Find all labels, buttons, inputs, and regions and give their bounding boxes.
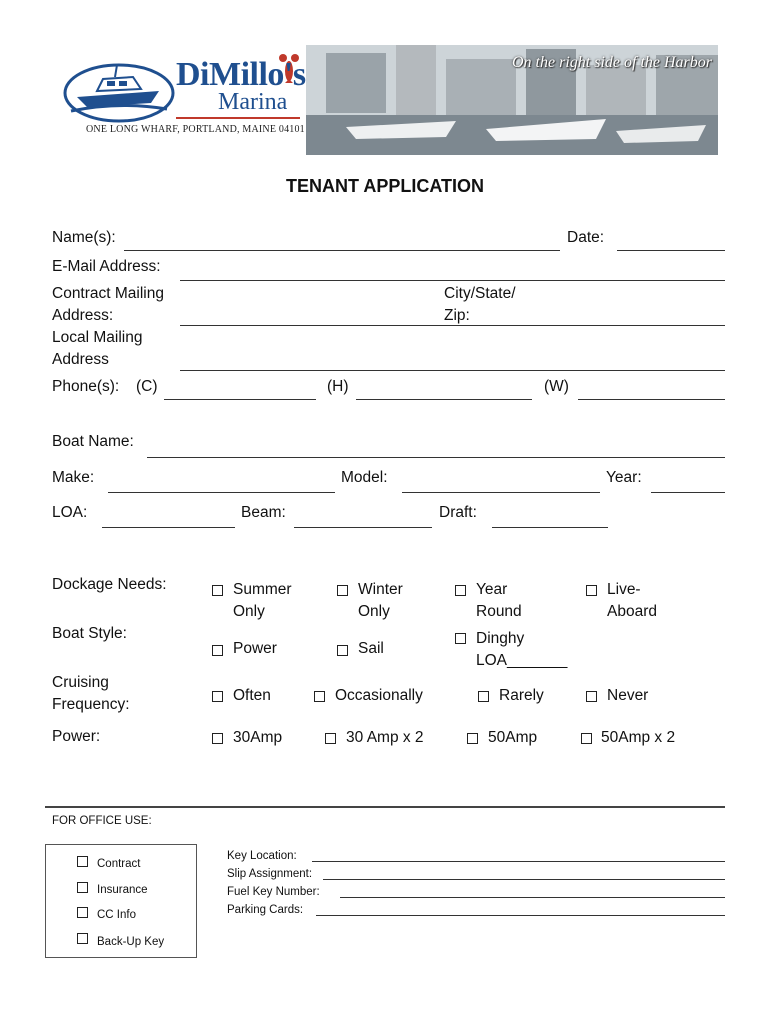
power-service-label: Power:: [52, 728, 101, 745]
page-title: TENANT APPLICATION: [286, 176, 484, 196]
phone-work-label: (W): [544, 378, 569, 395]
cc-info-checkbox[interactable]: [77, 907, 88, 918]
brand-name: DiMillo's: [176, 56, 306, 93]
contract-checkbox[interactable]: [77, 856, 88, 867]
50amp-x2-checkbox[interactable]: [581, 733, 592, 744]
never-label: Never: [607, 687, 649, 704]
insurance-checkbox[interactable]: [77, 882, 88, 893]
winter-only-checkbox[interactable]: [337, 585, 348, 596]
phone-home-field[interactable]: [356, 399, 532, 400]
power-checkbox[interactable]: [212, 645, 223, 656]
fuel-key-field[interactable]: [340, 897, 725, 898]
live-aboard-label-1: Live-: [607, 581, 641, 598]
make-label: Make:: [52, 469, 95, 486]
50amp-checkbox[interactable]: [467, 733, 478, 744]
model-label: Model:: [341, 469, 388, 486]
contract-label: Contract: [97, 858, 141, 870]
loa-label: LOA:: [52, 504, 88, 521]
year-label: Year:: [606, 469, 642, 486]
30amp-x2-checkbox[interactable]: [325, 733, 336, 744]
date-field[interactable]: [617, 250, 725, 251]
cc-info-label: CC Info: [97, 909, 136, 921]
live-aboard-label-2: Aboard: [607, 603, 657, 620]
phone-cell-label: (C): [136, 378, 158, 395]
beam-field[interactable]: [294, 527, 432, 528]
draft-field[interactable]: [492, 527, 608, 528]
city-state-label-1: City/State/: [444, 285, 516, 302]
contract-mailing-label-1: Contract Mailing: [52, 285, 164, 302]
loa-field[interactable]: [102, 527, 235, 528]
office-use-heading: FOR OFFICE USE:: [52, 815, 152, 827]
beam-label: Beam:: [241, 504, 286, 521]
names-label: Name(s):: [52, 229, 116, 246]
30amp-label: 30Amp: [233, 729, 283, 746]
key-location-field[interactable]: [312, 861, 725, 862]
phones-label: Phone(s):: [52, 378, 120, 395]
model-field[interactable]: [402, 492, 600, 493]
contract-mailing-label-2: Address:: [52, 307, 114, 324]
email-field[interactable]: [180, 280, 725, 281]
summer-only-label-1: Summer: [233, 581, 292, 598]
sail-checkbox[interactable]: [337, 645, 348, 656]
summer-only-label-2: Only: [233, 603, 265, 620]
year-round-checkbox[interactable]: [455, 585, 466, 596]
30amp-checkbox[interactable]: [212, 733, 223, 744]
boat-name-label: Boat Name:: [52, 433, 134, 450]
30amp-x2-label: 30 Amp x 2: [346, 729, 424, 746]
cruising-label-2: Frequency:: [52, 696, 130, 713]
parking-cards-field[interactable]: [316, 915, 725, 916]
often-checkbox[interactable]: [212, 691, 223, 702]
year-round-label-1: Year: [476, 581, 508, 598]
marina-address: ONE LONG WHARF, PORTLAND, MAINE 04101: [86, 124, 305, 135]
rarely-label: Rarely: [499, 687, 544, 704]
winter-only-label-2: Only: [358, 603, 390, 620]
backup-key-label: Back-Up Key: [97, 936, 165, 948]
names-field[interactable]: [124, 250, 560, 251]
backup-key-checkbox[interactable]: [77, 933, 88, 944]
winter-only-label-1: Winter: [358, 581, 403, 598]
50amp-x2-label: 50Amp x 2: [601, 729, 676, 746]
harbor-photo-banner: [306, 45, 718, 155]
parking-cards-label: Parking Cards:: [227, 904, 304, 916]
banner-tagline: On the right side of the Harbor: [512, 54, 712, 71]
sail-label: Sail: [358, 640, 384, 657]
phone-cell-field[interactable]: [164, 399, 316, 400]
fuel-key-label: Fuel Key Number:: [227, 886, 320, 898]
key-location-label: Key Location:: [227, 850, 297, 862]
often-label: Often: [233, 687, 271, 704]
dinghy-label-1: Dinghy: [476, 630, 525, 647]
year-round-label-2: Round: [476, 603, 522, 620]
occasionally-label: Occasionally: [335, 687, 423, 704]
local-mailing-label-1: Local Mailing: [52, 329, 143, 346]
50amp-label: 50Amp: [488, 729, 538, 746]
draft-label: Draft:: [439, 504, 477, 521]
contract-mailing-field[interactable]: [180, 325, 725, 326]
never-checkbox[interactable]: [586, 691, 597, 702]
year-field[interactable]: [651, 492, 725, 493]
rarely-checkbox[interactable]: [478, 691, 489, 702]
local-mailing-label-2: Address: [52, 351, 109, 368]
boat-name-field[interactable]: [147, 457, 725, 458]
boat-style-label: Boat Style:: [52, 625, 127, 642]
logo-underline: [176, 117, 300, 119]
office-divider: [45, 806, 725, 808]
phone-work-field[interactable]: [578, 399, 725, 400]
cruising-label-1: Cruising: [52, 674, 109, 691]
slip-assignment-field[interactable]: [323, 879, 725, 880]
local-mailing-field[interactable]: [180, 370, 725, 371]
occasionally-checkbox[interactable]: [314, 691, 325, 702]
power-label: Power: [233, 640, 277, 657]
boat-logo-icon: [63, 53, 175, 125]
insurance-label: Insurance: [97, 884, 148, 896]
brand-subtitle: Marina: [218, 89, 288, 115]
phone-home-label: (H): [327, 378, 349, 395]
date-label: Date:: [567, 229, 605, 246]
dockage-label: Dockage Needs:: [52, 576, 167, 593]
dinghy-loa-label: LOA_______: [476, 652, 568, 669]
email-label: E-Mail Address:: [52, 258, 161, 275]
slip-assignment-label: Slip Assignment:: [227, 868, 313, 880]
dinghy-checkbox[interactable]: [455, 633, 466, 644]
make-field[interactable]: [108, 492, 335, 493]
live-aboard-checkbox[interactable]: [586, 585, 597, 596]
summer-only-checkbox[interactable]: [212, 585, 223, 596]
city-state-label-2: Zip:: [444, 307, 470, 324]
